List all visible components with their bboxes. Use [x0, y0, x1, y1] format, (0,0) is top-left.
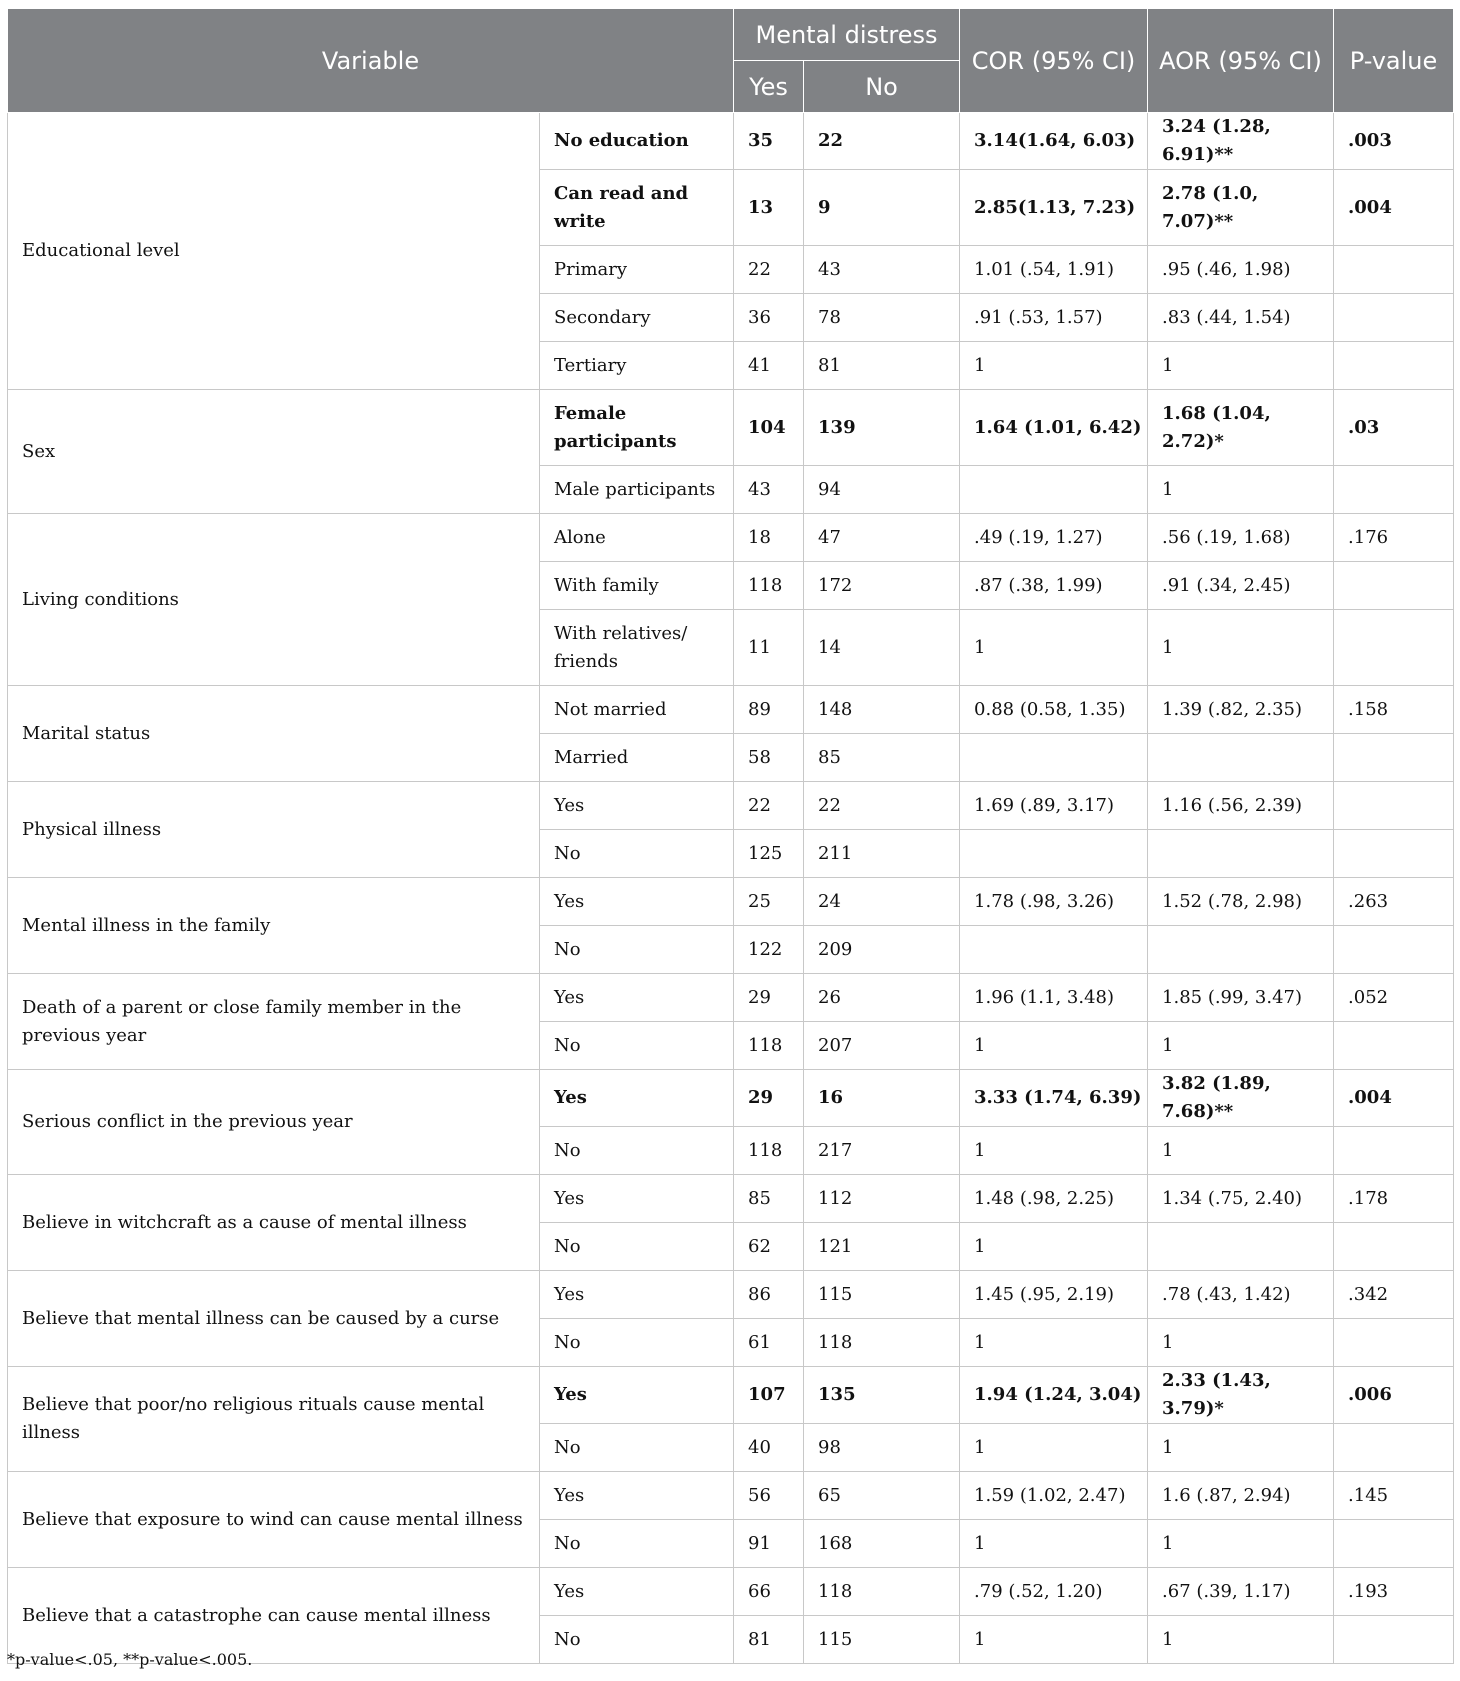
- p-value-cell: [1334, 782, 1454, 830]
- aor-cell: 1: [1148, 610, 1334, 686]
- yes-count-cell: 125: [734, 830, 804, 878]
- category-cell: Can read and write: [540, 170, 734, 246]
- table-row: [8, 390, 1454, 466]
- variable-cell: Serious conflict in the previous year: [8, 1070, 540, 1175]
- p-value-cell: .003: [1334, 113, 1454, 170]
- no-count-cell: 14: [804, 610, 960, 686]
- category-cell: Yes: [540, 878, 734, 926]
- cor-cell: [960, 734, 1148, 782]
- yes-count-cell: 104: [734, 390, 804, 466]
- table-row: [8, 1070, 1454, 1127]
- table-row: [8, 974, 1454, 1022]
- p-value-cell: .145: [1334, 1472, 1454, 1520]
- yes-count-cell: 89: [734, 686, 804, 734]
- cor-cell: 0.88 (0.58, 1.35): [960, 686, 1148, 734]
- yes-count-cell: 36: [734, 294, 804, 342]
- no-count-cell: 148: [804, 686, 960, 734]
- yes-count-cell: 86: [734, 1271, 804, 1319]
- yes-count-cell: 66: [734, 1568, 804, 1616]
- no-count-cell: 81: [804, 342, 960, 390]
- variable-cell: Sex: [8, 390, 540, 514]
- yes-count-cell: 11: [734, 610, 804, 686]
- p-value-cell: .004: [1334, 170, 1454, 246]
- cor-cell: 1.64 (1.01, 6.42): [960, 390, 1148, 466]
- p-value-cell: .342: [1334, 1271, 1454, 1319]
- variable-cell: Mental illness in the family: [8, 878, 540, 974]
- no-count-cell: 135: [804, 1367, 960, 1424]
- aor-cell: [1148, 1223, 1334, 1271]
- cor-cell: 1.59 (1.02, 2.47): [960, 1472, 1148, 1520]
- variable-cell: Educational level: [8, 113, 540, 390]
- table-row: [8, 1472, 1454, 1520]
- p-value-cell: .006: [1334, 1367, 1454, 1424]
- no-count-cell: 118: [804, 1319, 960, 1367]
- regression-table: [7, 8, 1454, 1664]
- yes-count-cell: 22: [734, 246, 804, 294]
- category-cell: Primary: [540, 246, 734, 294]
- cor-cell: 3.14(1.64, 6.03): [960, 113, 1148, 170]
- table-row: [8, 686, 1454, 734]
- cor-cell: 1: [960, 1520, 1148, 1568]
- table-body: [8, 113, 1454, 1664]
- p-value-cell: [1334, 610, 1454, 686]
- aor-cell: [1148, 734, 1334, 782]
- category-cell: Yes: [540, 782, 734, 830]
- header-variable: Variable: [8, 9, 734, 113]
- cor-cell: 1: [960, 342, 1148, 390]
- variable-cell: Death of a parent or close family member in the previous year: [8, 974, 540, 1070]
- p-value-cell: [1334, 734, 1454, 782]
- yes-count-cell: 118: [734, 1022, 804, 1070]
- cor-cell: 1: [960, 1127, 1148, 1175]
- category-cell: No: [540, 1424, 734, 1472]
- yes-count-cell: 29: [734, 1070, 804, 1127]
- no-count-cell: 94: [804, 466, 960, 514]
- cor-cell: 1.78 (.98, 3.26): [960, 878, 1148, 926]
- no-count-cell: 211: [804, 830, 960, 878]
- p-value-cell: [1334, 1520, 1454, 1568]
- aor-cell: .67 (.39, 1.17): [1148, 1568, 1334, 1616]
- cor-cell: 2.85(1.13, 7.23): [960, 170, 1148, 246]
- category-cell: Yes: [540, 974, 734, 1022]
- aor-cell: 1.52 (.78, 2.98): [1148, 878, 1334, 926]
- header-aor: AOR (95% CI): [1148, 9, 1334, 113]
- p-value-cell: .178: [1334, 1175, 1454, 1223]
- yes-count-cell: 25: [734, 878, 804, 926]
- category-cell: Yes: [540, 1367, 734, 1424]
- cor-cell: 1: [960, 1022, 1148, 1070]
- table-row: [8, 113, 1454, 170]
- category-cell: Yes: [540, 1472, 734, 1520]
- p-value-cell: [1334, 342, 1454, 390]
- no-count-cell: 22: [804, 782, 960, 830]
- category-cell: Not married: [540, 686, 734, 734]
- cor-cell: [960, 926, 1148, 974]
- category-cell: Yes: [540, 1271, 734, 1319]
- category-cell: Secondary: [540, 294, 734, 342]
- yes-count-cell: 22: [734, 782, 804, 830]
- category-cell: Alone: [540, 514, 734, 562]
- aor-cell: 1.34 (.75, 2.40): [1148, 1175, 1334, 1223]
- cor-cell: 1: [960, 1424, 1148, 1472]
- cor-cell: 1.45 (.95, 2.19): [960, 1271, 1148, 1319]
- results-table-container: [7, 8, 1453, 1664]
- no-count-cell: 43: [804, 246, 960, 294]
- no-count-cell: 217: [804, 1127, 960, 1175]
- aor-cell: 3.24 (1.28, 6.91)**: [1148, 113, 1334, 170]
- aor-cell: [1148, 830, 1334, 878]
- no-count-cell: 112: [804, 1175, 960, 1223]
- table-row: [8, 1271, 1454, 1319]
- p-value-cell: .004: [1334, 1070, 1454, 1127]
- p-value-cell: [1334, 1616, 1454, 1664]
- aor-cell: 2.78 (1.0, 7.07)**: [1148, 170, 1334, 246]
- yes-count-cell: 56: [734, 1472, 804, 1520]
- aor-cell: 1.68 (1.04, 2.72)*: [1148, 390, 1334, 466]
- aor-cell: 1: [1148, 1520, 1334, 1568]
- p-value-cell: .193: [1334, 1568, 1454, 1616]
- aor-cell: 3.82 (1.89, 7.68)**: [1148, 1070, 1334, 1127]
- no-count-cell: 85: [804, 734, 960, 782]
- no-count-cell: 98: [804, 1424, 960, 1472]
- table-row: [8, 514, 1454, 562]
- variable-cell: Believe that poor/no religious rituals cause mental illness: [8, 1367, 540, 1472]
- cor-cell: 1: [960, 1223, 1148, 1271]
- category-cell: With family: [540, 562, 734, 610]
- no-count-cell: 47: [804, 514, 960, 562]
- yes-count-cell: 35: [734, 113, 804, 170]
- p-value-cell: [1334, 246, 1454, 294]
- no-count-cell: 118: [804, 1568, 960, 1616]
- variable-cell: Living conditions: [8, 514, 540, 686]
- variable-cell: Believe that a catastrophe can cause mental illness: [8, 1568, 540, 1664]
- no-count-cell: 22: [804, 113, 960, 170]
- aor-cell: .83 (.44, 1.54): [1148, 294, 1334, 342]
- p-value-cell: [1334, 830, 1454, 878]
- variable-cell: Believe that mental illness can be caused by a curse: [8, 1271, 540, 1367]
- category-cell: Male participants: [540, 466, 734, 514]
- no-count-cell: 168: [804, 1520, 960, 1568]
- yes-count-cell: 81: [734, 1616, 804, 1664]
- category-cell: No: [540, 1127, 734, 1175]
- header-no: No: [804, 61, 960, 113]
- p-value-cell: [1334, 1223, 1454, 1271]
- variable-cell: Physical illness: [8, 782, 540, 878]
- no-count-cell: 9: [804, 170, 960, 246]
- category-cell: Married: [540, 734, 734, 782]
- yes-count-cell: 85: [734, 1175, 804, 1223]
- header-mental-distress: Mental distress: [734, 9, 960, 61]
- p-value-cell: [1334, 1424, 1454, 1472]
- category-cell: Yes: [540, 1175, 734, 1223]
- category-cell: With relatives/ friends: [540, 610, 734, 686]
- no-count-cell: 209: [804, 926, 960, 974]
- aor-cell: .56 (.19, 1.68): [1148, 514, 1334, 562]
- yes-count-cell: 118: [734, 562, 804, 610]
- p-value-cell: .176: [1334, 514, 1454, 562]
- aor-cell: 1: [1148, 1127, 1334, 1175]
- category-cell: Yes: [540, 1568, 734, 1616]
- category-cell: Tertiary: [540, 342, 734, 390]
- no-count-cell: 24: [804, 878, 960, 926]
- yes-count-cell: 40: [734, 1424, 804, 1472]
- yes-count-cell: 13: [734, 170, 804, 246]
- header-cor: COR (95% CI): [960, 9, 1148, 113]
- aor-cell: 2.33 (1.43, 3.79)*: [1148, 1367, 1334, 1424]
- p-value-cell: [1334, 562, 1454, 610]
- yes-count-cell: 61: [734, 1319, 804, 1367]
- yes-count-cell: 58: [734, 734, 804, 782]
- no-count-cell: 121: [804, 1223, 960, 1271]
- aor-cell: 1: [1148, 1319, 1334, 1367]
- aor-cell: 1: [1148, 1616, 1334, 1664]
- header-row-1: [8, 9, 1454, 61]
- table-row: [8, 782, 1454, 830]
- no-count-cell: 139: [804, 390, 960, 466]
- aor-cell: 1: [1148, 1424, 1334, 1472]
- no-count-cell: 115: [804, 1616, 960, 1664]
- table-row: [8, 878, 1454, 926]
- cor-cell: 1.01 (.54, 1.91): [960, 246, 1148, 294]
- p-value-cell: [1334, 1319, 1454, 1367]
- yes-count-cell: 122: [734, 926, 804, 974]
- cor-cell: 1: [960, 1319, 1148, 1367]
- cor-cell: [960, 830, 1148, 878]
- aor-cell: .78 (.43, 1.42): [1148, 1271, 1334, 1319]
- aor-cell: [1148, 926, 1334, 974]
- cor-cell: 1.69 (.89, 3.17): [960, 782, 1148, 830]
- footnote: *p-value<.05, **p-value<.005.: [7, 1650, 253, 1669]
- cor-cell: 1: [960, 1616, 1148, 1664]
- aor-cell: 1: [1148, 342, 1334, 390]
- aor-cell: .91 (.34, 2.45): [1148, 562, 1334, 610]
- category-cell: Yes: [540, 1070, 734, 1127]
- no-count-cell: 78: [804, 294, 960, 342]
- p-value-cell: [1334, 466, 1454, 514]
- cor-cell: .87 (.38, 1.99): [960, 562, 1148, 610]
- aor-cell: 1: [1148, 466, 1334, 514]
- header-p-value: P-value: [1334, 9, 1454, 113]
- cor-cell: 3.33 (1.74, 6.39): [960, 1070, 1148, 1127]
- no-count-cell: 16: [804, 1070, 960, 1127]
- category-cell: No: [540, 1520, 734, 1568]
- no-count-cell: 115: [804, 1271, 960, 1319]
- variable-cell: Believe that exposure to wind can cause mental illness: [8, 1472, 540, 1568]
- category-cell: No: [540, 1319, 734, 1367]
- cor-cell: [960, 466, 1148, 514]
- yes-count-cell: 107: [734, 1367, 804, 1424]
- no-count-cell: 26: [804, 974, 960, 1022]
- yes-count-cell: 91: [734, 1520, 804, 1568]
- aor-cell: .95 (.46, 1.98): [1148, 246, 1334, 294]
- yes-count-cell: 62: [734, 1223, 804, 1271]
- category-cell: No: [540, 1022, 734, 1070]
- p-value-cell: [1334, 926, 1454, 974]
- variable-cell: Believe in witchcraft as a cause of mental illness: [8, 1175, 540, 1271]
- cor-cell: 1: [960, 610, 1148, 686]
- category-cell: No: [540, 1616, 734, 1664]
- aor-cell: 1.39 (.82, 2.35): [1148, 686, 1334, 734]
- category-cell: No: [540, 926, 734, 974]
- p-value-cell: [1334, 1022, 1454, 1070]
- cor-cell: 1.96 (1.1, 3.48): [960, 974, 1148, 1022]
- no-count-cell: 207: [804, 1022, 960, 1070]
- p-value-cell: .263: [1334, 878, 1454, 926]
- category-cell: No: [540, 830, 734, 878]
- category-cell: Female participants: [540, 390, 734, 466]
- cor-cell: .91 (.53, 1.57): [960, 294, 1148, 342]
- yes-count-cell: 43: [734, 466, 804, 514]
- cor-cell: .49 (.19, 1.27): [960, 514, 1148, 562]
- yes-count-cell: 29: [734, 974, 804, 1022]
- p-value-cell: .052: [1334, 974, 1454, 1022]
- p-value-cell: .158: [1334, 686, 1454, 734]
- category-cell: No education: [540, 113, 734, 170]
- yes-count-cell: 118: [734, 1127, 804, 1175]
- category-cell: No: [540, 1223, 734, 1271]
- p-value-cell: [1334, 1127, 1454, 1175]
- aor-cell: 1.6 (.87, 2.94): [1148, 1472, 1334, 1520]
- variable-cell: Marital status: [8, 686, 540, 782]
- cor-cell: .79 (.52, 1.20): [960, 1568, 1148, 1616]
- no-count-cell: 65: [804, 1472, 960, 1520]
- cor-cell: 1.94 (1.24, 3.04): [960, 1367, 1148, 1424]
- table-row: [8, 1568, 1454, 1616]
- p-value-cell: [1334, 294, 1454, 342]
- table-row: [8, 1175, 1454, 1223]
- yes-count-cell: 18: [734, 514, 804, 562]
- p-value-cell: .03: [1334, 390, 1454, 466]
- table-row: [8, 1367, 1454, 1424]
- header-yes: Yes: [734, 61, 804, 113]
- yes-count-cell: 41: [734, 342, 804, 390]
- aor-cell: 1.16 (.56, 2.39): [1148, 782, 1334, 830]
- no-count-cell: 172: [804, 562, 960, 610]
- cor-cell: 1.48 (.98, 2.25): [960, 1175, 1148, 1223]
- aor-cell: 1: [1148, 1022, 1334, 1070]
- aor-cell: 1.85 (.99, 3.47): [1148, 974, 1334, 1022]
